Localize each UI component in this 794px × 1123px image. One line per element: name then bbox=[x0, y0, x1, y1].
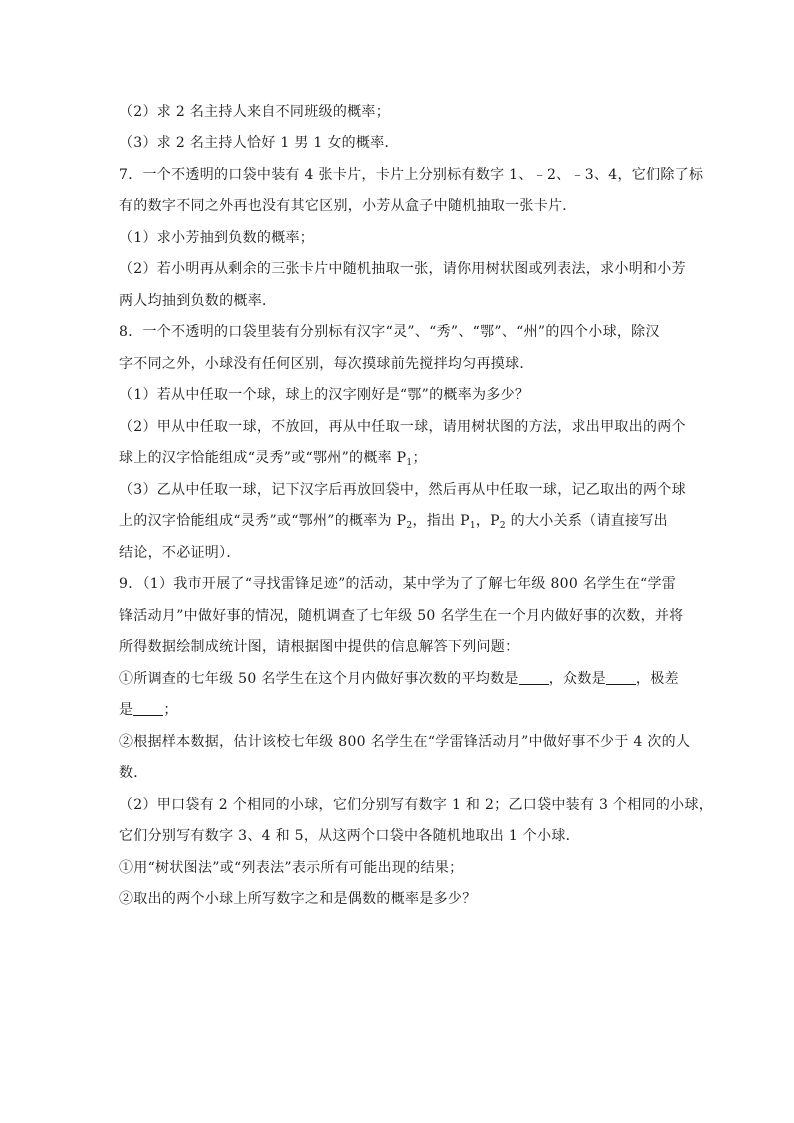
text-line: （2）甲口袋有 2 个相同的小球，它们分别写有数字 1 和 2；乙口袋中装有 3 个相同的小球， bbox=[119, 797, 714, 813]
text-line: ②取出的两个小球上所写数字之和是偶数的概率是多少？ bbox=[119, 891, 477, 907]
text-line: （2）甲从中任取一球，不放回，再从中任取一球，请用树状图的方法，求出甲取出的两个 bbox=[119, 419, 686, 435]
subscript: 1 bbox=[469, 521, 476, 531]
text-line: ①用“树状图法”或“列表法”表示所有可能出现的结果； bbox=[119, 860, 464, 876]
question-8-line: 8．一个不透明的口袋里装有分别标有汉字“灵”、“秀”、“鄂”、“州”的四个小球，除汉 bbox=[119, 324, 660, 340]
text-line: 结论，不必证明）． bbox=[119, 545, 241, 561]
text-line: （3）乙从中任取一球，记下汉字后再放回袋中，然后再从中任取一球，记乙取出的两个球 bbox=[119, 482, 686, 498]
text-segment: ，众数是 bbox=[548, 671, 606, 687]
text-line: （3）求 2 名主持人恰好 1 男 1 女的概率． bbox=[119, 135, 399, 151]
answer-blank bbox=[519, 670, 549, 685]
question-9-line: 9．（1）我市开展了“寻找雷锋足迹”的活动，某中学为了了解七年级 800 名学生在“学雷 bbox=[119, 576, 677, 592]
text-line: 两人均抽到负数的概率． bbox=[119, 293, 277, 309]
text-segment: 上的汉字恰能组成“灵秀”或“鄂州”的概率为 P bbox=[119, 513, 407, 529]
text-segment: ，极差 bbox=[635, 671, 679, 687]
answer-blank bbox=[133, 701, 163, 716]
question-7-line: 7．一个不透明的口袋中装有 4 张卡片，卡片上分别标有数字 1、﹣2、﹣3、4，它们除了标 bbox=[119, 167, 704, 183]
text-line: ②根据样本数据，估计该校七年级 800 名学生在“学雷锋活动月”中做好事不少于 4 次的人 bbox=[119, 734, 691, 750]
text-line: 数． bbox=[119, 765, 148, 781]
text-segment: 球上的汉字恰能组成“灵秀”或“鄂州”的概率 P bbox=[119, 450, 407, 466]
text-line bbox=[119, 511, 668, 531]
text-line bbox=[119, 700, 178, 720]
text-segment: 是 bbox=[119, 702, 134, 718]
text-line bbox=[119, 669, 679, 689]
subscript: 2 bbox=[499, 521, 506, 531]
text-line: 有的数字不同之外再也没有其它区别，小芳从盒子中随机抽取一张卡片． bbox=[119, 198, 577, 214]
text-line: （2）若小明再从剩余的三张卡片中随机抽取一张，请你用树状图或列表法，求小明和小芳 bbox=[119, 261, 686, 277]
text-line: 它们分别写有数字 3、4 和 5，从这两个口袋中各随机地取出 1 个小球． bbox=[119, 828, 580, 844]
text-segment: 的大小关系（请直接写出 bbox=[505, 513, 668, 529]
text-segment: ，指出 P bbox=[412, 513, 470, 529]
answer-blank bbox=[606, 670, 636, 685]
text-line: （2）求 2 名主持人来自不同班级的概率； bbox=[119, 104, 391, 120]
subscript: 2 bbox=[406, 521, 413, 531]
text-line: 锋活动月”中做好事的情况，随机调查了七年级 50 名学生在一个月内做好事的次数，并将 bbox=[119, 608, 684, 624]
text-line: （1）求小芳抽到负数的概率； bbox=[119, 230, 315, 246]
text-segment: ，P bbox=[475, 513, 500, 529]
subscript: 1 bbox=[406, 458, 413, 468]
text-line: 所得数据绘制成统计图，请根据图中提供的信息解答下列问题： bbox=[119, 639, 520, 655]
text-segment: ； bbox=[163, 702, 178, 718]
text-line: （1）若从中任取一个球，球上的汉字刚好是“鄂”的概率为多少？ bbox=[119, 387, 530, 403]
text-line: 字不同之外，小球没有任何区别，每次摸球前先搅拌均匀再摸球． bbox=[119, 356, 534, 372]
text-segment: ； bbox=[412, 450, 427, 466]
text-segment: ①所调查的七年级 50 名学生在这个月内做好事次数的平均数是 bbox=[119, 671, 519, 687]
text-line bbox=[119, 448, 427, 468]
